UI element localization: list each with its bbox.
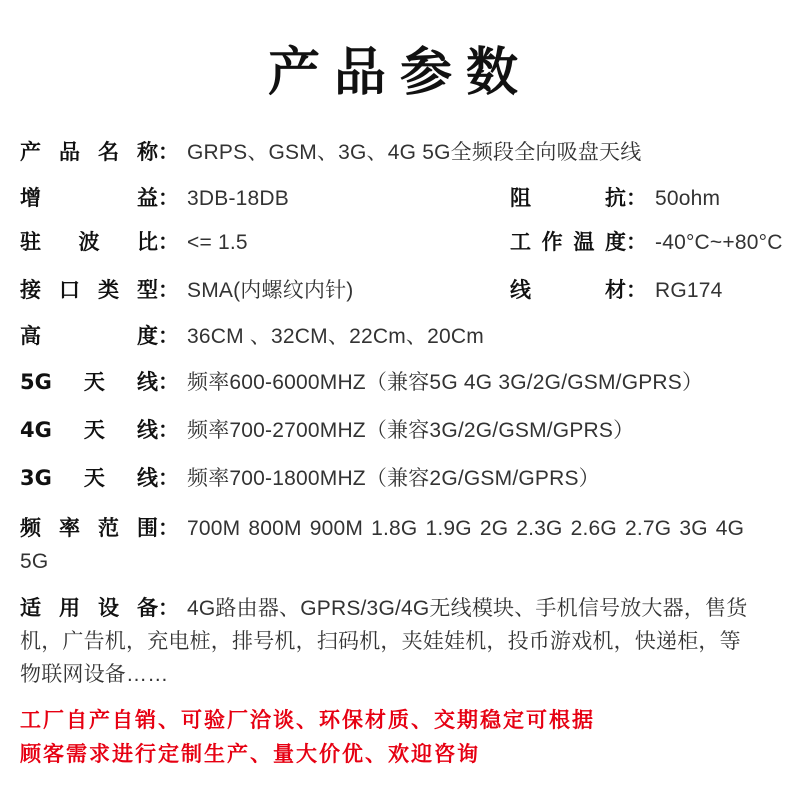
spec-value: SMA(内螺纹内针) <box>187 279 354 302</box>
spec-value: 4G路由器、GPRS/3G/4G无线模块、手机信号放大器，售货机，广告机，充电桩，排号机，扫码机，夹娃娃机，投币游戏机，快递柜，等物联网设备…… <box>20 597 748 686</box>
spec-value: 频率700-1800MHZ（兼容2G/GSM/GPRS） <box>187 467 600 490</box>
spec-value: 频率600-6000MHZ（兼容5G 4G 3G/2G/GSM/GPRS） <box>187 371 704 394</box>
spec-gain <box>20 182 289 215</box>
spec-label: 产品名称 <box>20 140 158 164</box>
spec-label: 5G天线 <box>20 370 158 394</box>
page-title: 产品参数 <box>267 43 532 103</box>
spec-impedance <box>510 182 720 215</box>
spec-vswr <box>20 226 248 259</box>
spec-label: 接口类型 <box>20 278 158 302</box>
spec-work-temp <box>510 226 783 259</box>
colon: ： <box>626 278 647 302</box>
spec-label: 增益 <box>20 186 158 210</box>
spec-applications <box>20 592 750 691</box>
notice-line-2: 顾客需求进行定制生产、量大价优、欢迎咨询 <box>20 742 480 766</box>
spec-antenna-5g <box>20 366 703 399</box>
spec-label: 3G天线 <box>20 466 158 490</box>
colon: ： <box>158 370 179 394</box>
spec-label: 频率范围 <box>20 516 158 540</box>
spec-value: 700M 800M 900M 1.8G 1.9G 2G 2.3G 2.6G 2.7G 3G 4G 5G <box>20 517 745 573</box>
spec-label: 工作温度 <box>510 230 626 254</box>
notice-line-1: 工厂自产自销、可验厂洽谈、环保材质、交期稳定可根据 <box>20 708 595 732</box>
colon: ： <box>158 596 179 620</box>
spec-value: RG174 <box>655 279 723 302</box>
spec-height <box>20 320 484 353</box>
spec-value: 50ohm <box>655 187 721 210</box>
spec-antenna-3g <box>20 462 600 495</box>
spec-cable <box>510 274 723 307</box>
colon: ： <box>158 278 179 302</box>
colon: ： <box>158 466 179 490</box>
spec-label: 高度 <box>20 324 158 348</box>
spec-value: 36CM 、32CM、22Cm、20Cm <box>187 325 484 348</box>
spec-value: 频率700-2700MHZ（兼容3G/2G/GSM/GPRS） <box>187 419 635 442</box>
colon: ： <box>158 230 179 254</box>
colon: ： <box>158 418 179 442</box>
spec-value: GRPS、GSM、3G、4G 5G全频段全向吸盘天线 <box>187 141 642 164</box>
spec-label: 线材 <box>510 278 626 302</box>
spec-value: <= 1.5 <box>187 231 248 254</box>
colon: ： <box>626 230 647 254</box>
spec-label: 适用设备 <box>20 596 158 620</box>
colon: ： <box>158 140 179 164</box>
spec-label: 驻波比 <box>20 230 158 254</box>
colon: ： <box>158 186 179 210</box>
colon: ： <box>158 516 179 540</box>
spec-antenna-4g <box>20 414 634 447</box>
spec-value: -40°C~+80°C <box>655 231 783 254</box>
spec-freq-range <box>20 512 760 578</box>
colon: ： <box>626 186 647 210</box>
spec-label: 阻抗 <box>510 186 626 210</box>
spec-product-name <box>20 136 641 169</box>
colon: ： <box>158 324 179 348</box>
spec-label: 4G天线 <box>20 418 158 442</box>
spec-interface <box>20 274 354 307</box>
spec-value: 3DB-18DB <box>187 187 289 210</box>
